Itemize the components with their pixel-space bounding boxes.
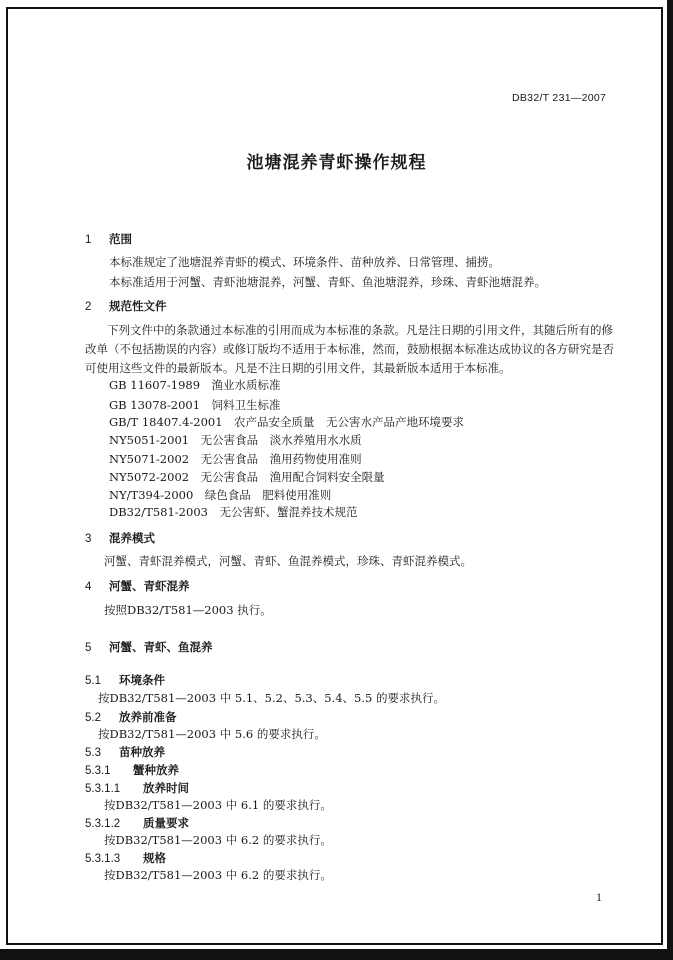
subsection-title: 质量要求: [143, 816, 189, 830]
section-title: 河蟹、青虾混养: [109, 579, 190, 593]
subsection-number: 5.3.1: [85, 765, 111, 777]
section-number: 4: [85, 581, 92, 593]
subsection-title: 放养时间: [143, 781, 189, 795]
section-4-heading: [85, 578, 190, 594]
section-number: 5: [85, 642, 92, 654]
section-title: 混养模式: [109, 531, 155, 545]
subsection-title: 环境条件: [119, 673, 165, 687]
reference-item: GB 11607-1989 渔业水质标准: [109, 378, 281, 392]
reference-item: NY/T394-2000 绿色食品 肥料使用准则: [109, 488, 332, 502]
subsection-heading: [85, 672, 165, 688]
subsection-heading: [85, 709, 177, 725]
standard-code: DB32/T 231—2007: [512, 92, 607, 104]
subsection-number: 5.3: [85, 747, 101, 759]
reference-item: NY5072-2002 无公害食品 渔用配合饲料安全限量: [109, 470, 385, 484]
subsection-text: 按DB32/T581—2003 中 6.2 的要求执行。: [104, 868, 332, 882]
subsection-text: 按DB32/T581—2003 中 5.1、5.2、5.3、5.4、5.5 的要求执行。: [98, 691, 445, 705]
subsection-text: 按DB32/T581—2003 中 6.2 的要求执行。: [104, 833, 332, 847]
section-title: 范围: [109, 232, 132, 246]
scan-edge-bottom: [0, 949, 673, 960]
subsection-number: 5.1: [85, 675, 101, 687]
scan-edge-right: [667, 0, 673, 960]
subsection-number: 5.3.1.2: [85, 818, 121, 830]
section-2-intro: 下列文件中的条款通过本标准的引用而成为本标准的条款。凡是注日期的引用文件，其随后所有的修改单（不包括勘误的内容）或修订版均不适用于本标准，然而，鼓励根据本标准达成协议的各方研究是否可使用这些文件的最新版本。凡是不注日期的引用文件，其最新版本适用于本标准。: [85, 323, 614, 375]
section-title: 河蟹、青虾、鱼混养: [109, 640, 213, 654]
section-4-text: 按照DB32/T581—2003 执行。: [104, 603, 272, 617]
section-number: 2: [85, 301, 92, 313]
section-title: 规范性文件: [109, 299, 167, 313]
subsection-number: 5.3.1.3: [85, 853, 121, 865]
page-number: 1: [596, 890, 602, 904]
section-5-heading: [85, 639, 213, 655]
subsection-number: 5.2: [85, 712, 101, 724]
reference-item: DB32/T581-2003 无公害虾、蟹混养技术规范: [109, 505, 358, 519]
subsection-heading: [85, 850, 166, 866]
section-1-line: 本标准适用于河蟹、青虾池塘混养，河蟹、青虾、鱼池塘混养，珍珠、青虾池塘混养。: [109, 275, 546, 289]
document-title: 池塘混养青虾操作规程: [246, 153, 427, 173]
subsection-title: 放养前准备: [119, 710, 177, 724]
section-number: 1: [85, 234, 92, 246]
subsection-title: 苗种放养: [119, 745, 165, 759]
section-3-heading: [85, 530, 155, 546]
reference-item: GB/T 18407.4-2001 农产品安全质量 无公害水产品产地环境要求: [109, 415, 465, 429]
section-3-text: 河蟹、青虾混养模式，河蟹、青虾、鱼混养模式，珍珠、青虾混养模式。: [104, 554, 472, 568]
section-1-heading: [85, 231, 132, 247]
reference-item: NY5071-2002 无公害食品 渔用药物使用准则: [109, 452, 362, 466]
subsection-heading: [85, 815, 189, 831]
section-number: 3: [85, 533, 92, 545]
section-1-line: 本标准规定了池塘混养青虾的模式、环境条件、苗种放养、日常管理、捕捞。: [109, 255, 500, 269]
reference-item: NY5051-2001 无公害食品 淡水养殖用水水质: [109, 433, 362, 447]
subsection-title: 规格: [143, 851, 166, 865]
section-2-heading: [85, 298, 167, 314]
reference-item: GB 13078-2001 饲料卫生标准: [109, 398, 281, 412]
subsection-title: 蟹种放养: [133, 763, 179, 777]
subsection-heading: [85, 762, 179, 778]
subsection-heading: [85, 780, 189, 796]
subsection-heading: [85, 744, 165, 760]
subsection-text: 按DB32/T581—2003 中 5.6 的要求执行。: [98, 727, 326, 741]
subsection-number: 5.3.1.1: [85, 783, 121, 795]
subsection-text: 按DB32/T581—2003 中 6.1 的要求执行。: [104, 798, 332, 812]
